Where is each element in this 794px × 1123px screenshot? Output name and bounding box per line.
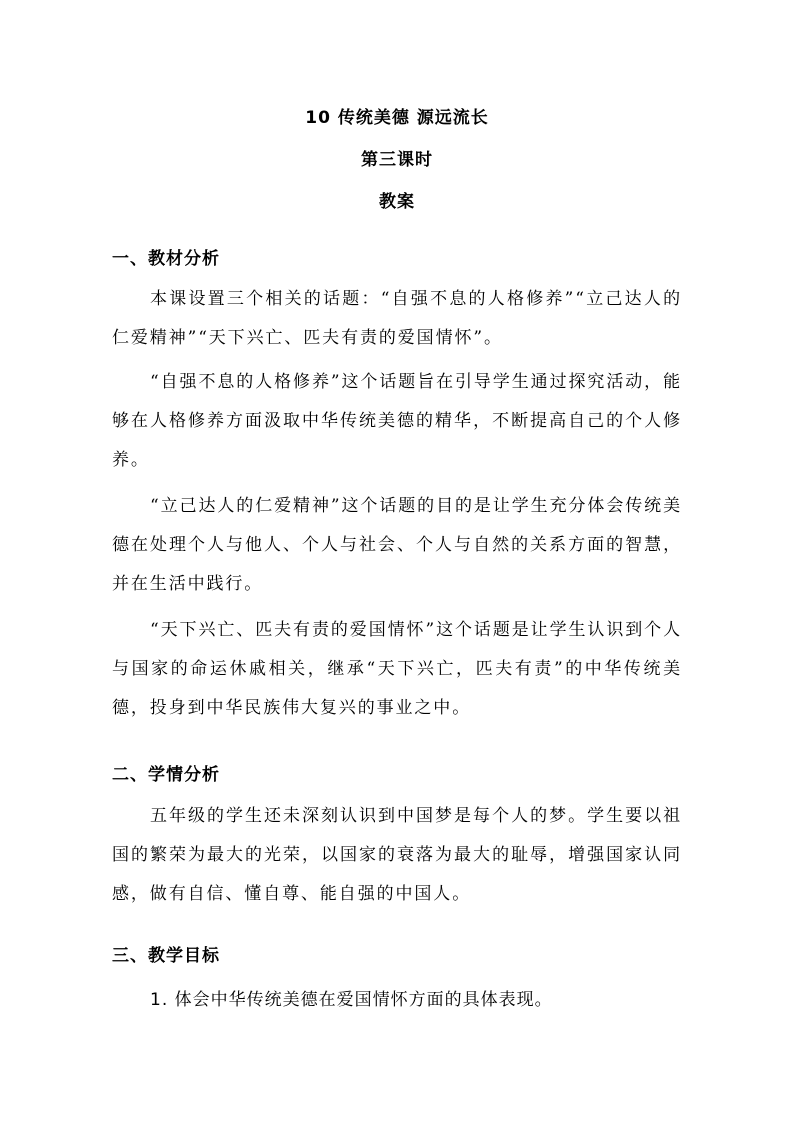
document-type: 教案 [379,192,415,212]
paragraph-self-improvement: “自强不息的人格修养”这个话题旨在引导学生通过探究活动，能够在人格修养方面汲取中华传统美德的精华，不断提高自己的个人修养。 [112,372,682,470]
section-heading-teaching-goals: 三、教学目标 [112,946,220,966]
teaching-goal-item: 1. 体会中华传统美德在爱国情怀方面的具体表现。 [150,990,553,1010]
section-heading-textbook-analysis: 一、教材分析 [112,249,220,269]
paragraph-topics-overview: 本课设置三个相关的话题：“自强不息的人格修养”“立己达人的仁爱精神”“天下兴亡、匹夫有责的爱国情怀”。 [112,289,682,348]
lesson-period: 第三课时 [361,150,433,170]
lesson-title: 10 传统美德 源远流长 [305,108,489,128]
paragraph-student-analysis: 五年级的学生还未深刻认识到中国梦是每个人的梦。学生要以祖国的繁荣为最大的光荣，以国家的衰落为最大的耻辱，增强国家认同感，做有自信、懂自尊、能自强的中国人。 [112,806,682,904]
paragraph-benevolence: “立己达人的仁爱精神”这个话题的目的是让学生充分体会传统美德在处理个人与他人、个人与社会、个人与自然的关系方面的智慧，并在生活中践行。 [112,496,682,594]
paragraph-patriotism: “天下兴亡、匹夫有责的爱国情怀”这个话题是让学生认识到个人与国家的命运休戚相关，继承“天下兴亡，匹夫有责”的中华传统美德，投身到中华民族伟大复兴的事业之中。 [112,620,682,718]
section-heading-student-analysis: 二、学情分析 [112,765,220,785]
